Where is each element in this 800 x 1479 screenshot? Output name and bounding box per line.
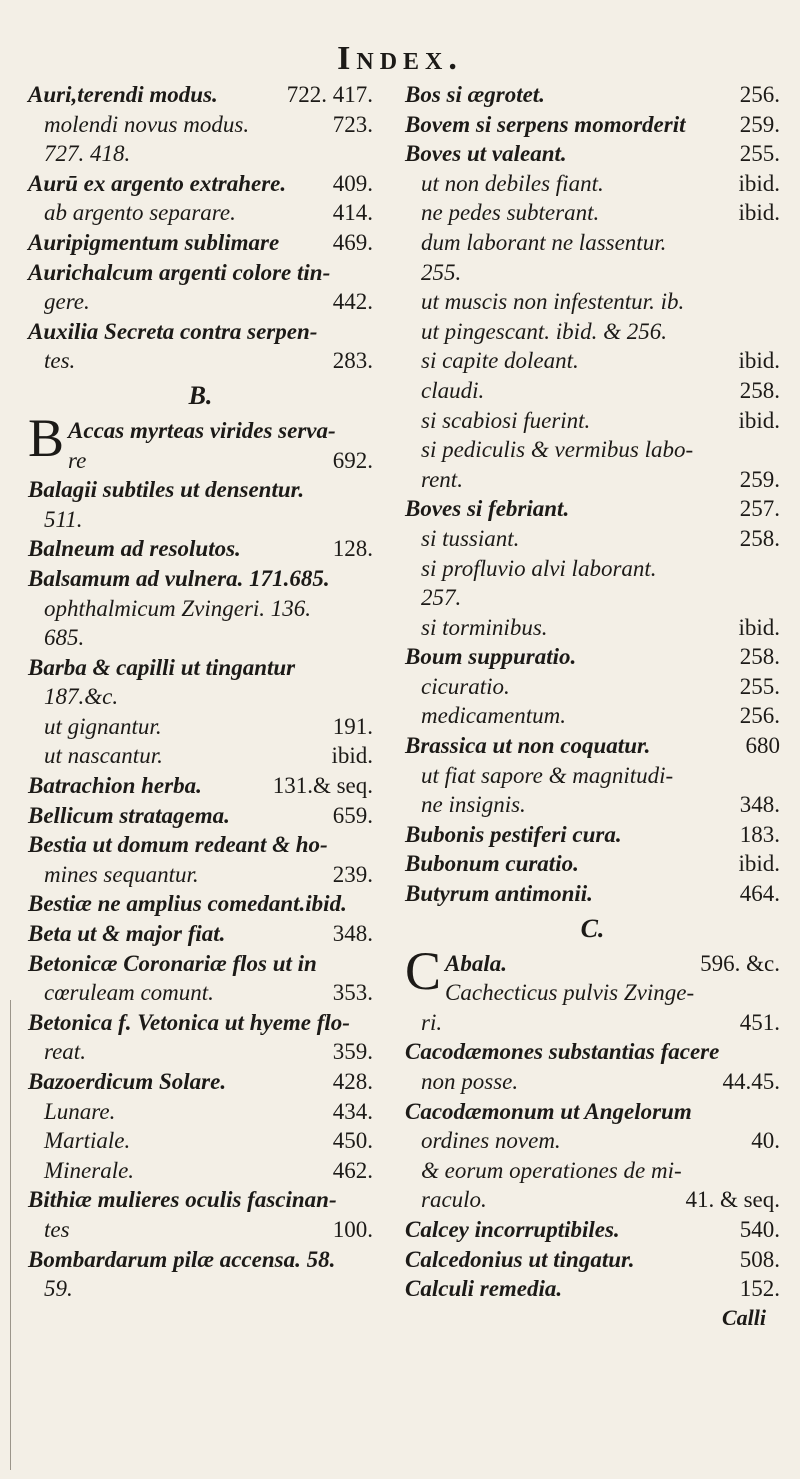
- index-entry: [28, 949, 373, 979]
- index-entry: [405, 406, 780, 436]
- entry-text: si scabiosi fuerint.: [421, 407, 591, 433]
- index-entry: [28, 228, 373, 258]
- page-reference: 258.: [739, 525, 780, 551]
- page-reference: 409.: [332, 170, 373, 196]
- entry-text: ri.: [421, 1009, 443, 1035]
- index-entry: [405, 524, 780, 554]
- index-entry: [405, 287, 780, 317]
- index-entry: [28, 1185, 373, 1215]
- entry-text: ut fiat sapore & magnitudi-: [421, 762, 674, 788]
- entry-text: 59.: [44, 1276, 73, 1302]
- margin-rule: [10, 1000, 11, 1470]
- entry-text: Bithiæ mulieres oculis fascinan-: [28, 1187, 337, 1213]
- entry-text: Bestiæ ne amplius comedant.ibid.: [28, 891, 347, 917]
- entry-text: Barba & capilli ut tingantur: [28, 654, 296, 680]
- entry-text: Accas myrteas virides serva-: [68, 417, 336, 443]
- entry-text: Balsamum ad vulnera. 171.685.: [28, 565, 330, 591]
- index-entry: [405, 228, 780, 258]
- page-reference: 258.: [739, 377, 780, 403]
- index-entry: [28, 80, 373, 110]
- entry-text: Bovem si serpens momorderit: [405, 111, 686, 137]
- entry-text: cœruleam comunt.: [44, 980, 214, 1006]
- entry-text: Bos si ægrotet.: [405, 82, 545, 107]
- entry-text: Butyrum antimonii.: [405, 881, 593, 907]
- index-entry: [28, 505, 373, 535]
- entry-text: ut gignantur.: [44, 713, 162, 739]
- index-entry: [28, 830, 373, 860]
- index-entry: [28, 1156, 373, 1186]
- entry-text: 727. 418.: [44, 141, 131, 167]
- index-entry: [405, 1008, 780, 1038]
- page-reference: 257.: [739, 496, 780, 522]
- index-entry: [405, 978, 780, 1008]
- entry-text: 257.: [421, 585, 462, 611]
- page-reference: 258.: [739, 644, 780, 670]
- index-entry: [28, 594, 373, 624]
- index-entry: [405, 376, 780, 406]
- entry-text: Aurichalcum argenti colore tin-: [28, 259, 331, 285]
- index-entry: [405, 849, 780, 879]
- entry-text: si torminibus.: [421, 614, 548, 640]
- drop-cap: B: [28, 407, 65, 468]
- index-entry: [405, 583, 780, 613]
- entry-text: Abala.: [445, 950, 508, 976]
- entry-text: Bellicum stratagema.: [28, 802, 230, 828]
- entry-text: 187.&c.: [44, 684, 119, 710]
- page-reference: 100.: [332, 1216, 373, 1242]
- entry-text: 511.: [44, 506, 83, 532]
- page-reference: ibid.: [738, 407, 780, 433]
- page-reference: 40.: [751, 1128, 780, 1154]
- page-reference: ibid.: [738, 851, 780, 877]
- entry-text: Boves si febriant.: [405, 496, 570, 522]
- index-entry: [405, 642, 780, 672]
- entry-text: ut nascantur.: [44, 743, 163, 769]
- entry-text: ut non debiles fiant.: [421, 170, 604, 196]
- index-entry: [405, 435, 780, 465]
- entry-text: reat.: [44, 1039, 86, 1065]
- entry-text: si pediculis & vermibus labo-: [421, 437, 694, 463]
- entry-text: Calcey incorruptibiles.: [405, 1216, 620, 1242]
- index-entry: [28, 1274, 373, 1304]
- entry-text: Beta ut & major fiat.: [28, 921, 226, 947]
- index-entry: [28, 771, 373, 801]
- page-reference: 414.: [332, 200, 373, 226]
- index-entry: [405, 465, 780, 495]
- entry-text: ne pedes subterant.: [421, 200, 600, 226]
- index-entry: [28, 978, 373, 1008]
- entry-text: Calcedonius ut tingatur.: [405, 1246, 635, 1272]
- index-entry: [28, 139, 373, 169]
- index-entry: [28, 475, 373, 505]
- entry-text: Boves ut valeant.: [405, 141, 567, 167]
- entry-text: Aurū ex argento extrahere.: [28, 170, 287, 196]
- page-title: Index.: [337, 40, 463, 77]
- entry-text: gere.: [44, 289, 90, 315]
- index-entry: [405, 672, 780, 702]
- page-reference: 450.: [332, 1128, 373, 1154]
- index-entry: [28, 682, 373, 712]
- index-entry: [405, 1156, 780, 1186]
- entry-text: molendi novus modus.: [44, 111, 250, 137]
- index-entry: [28, 712, 373, 742]
- entry-text: Auripigmentum sublimare: [28, 229, 280, 255]
- index-entry: [28, 860, 373, 890]
- page-reference: 259.: [739, 111, 780, 137]
- entry-text: Betonica f. Vetonica ut hyeme flo-: [28, 1009, 350, 1035]
- entry-text: Boum suppuratio.: [405, 644, 577, 670]
- page-reference: 442.: [332, 289, 373, 315]
- entry-text: cicuratio.: [421, 673, 510, 699]
- index-entry: [405, 346, 780, 376]
- page-reference: 596. &c.: [700, 950, 780, 976]
- page-reference: 434.: [332, 1098, 373, 1124]
- entry-text: tes.: [44, 348, 76, 374]
- index-entry: [28, 1067, 373, 1097]
- index-entry: [405, 879, 780, 909]
- index-entry: [405, 701, 780, 731]
- entry-text: Brassica ut non coquatur.: [405, 733, 651, 759]
- page-reference: 131.& seq.: [272, 773, 373, 799]
- page-reference: 722. 417.: [286, 82, 373, 107]
- entry-text: rent.: [421, 466, 463, 492]
- page-reference: 508.: [739, 1246, 780, 1272]
- index-entry: [405, 1097, 780, 1127]
- index-entry: [405, 198, 780, 228]
- entry-text: medicamentum.: [421, 703, 566, 729]
- page-reference: 256.: [739, 82, 780, 107]
- entry-text: re: [68, 447, 87, 473]
- entry-text: si capite doleant.: [421, 348, 579, 374]
- index-entry: [28, 919, 373, 949]
- entry-text: raculo.: [421, 1187, 487, 1213]
- index-entry: [28, 110, 373, 140]
- entry-text: Betonicæ Coronariæ flos ut in: [28, 950, 317, 976]
- page-reference: 659.: [332, 802, 373, 828]
- page-reference: 348.: [332, 921, 373, 947]
- index-entry: [405, 820, 780, 850]
- index-entry: [28, 741, 373, 771]
- entry-text: Auri,terendi modus.: [28, 82, 218, 107]
- index-entry: [28, 534, 373, 564]
- index-entry: [28, 1037, 373, 1067]
- entry-text: Bombardarum pilæ accensa. 58.: [28, 1246, 336, 1272]
- page-reference: 256.: [739, 703, 780, 729]
- index-entry: [405, 613, 780, 643]
- entry-text: Bestia ut domum redeant & ho-: [28, 832, 328, 858]
- index-entry: [405, 317, 780, 347]
- page-reference: ibid.: [738, 170, 780, 196]
- page-reference: 462.: [332, 1157, 373, 1183]
- index-entry: [405, 169, 780, 199]
- index-entry: [28, 258, 373, 288]
- index-entry: [405, 761, 780, 791]
- index-entry: [405, 1126, 780, 1156]
- index-entry: [405, 80, 780, 110]
- index-entry: [405, 1067, 780, 1097]
- page-reference: 359.: [332, 1039, 373, 1065]
- index-entry: [405, 258, 780, 288]
- index-entry: [405, 554, 780, 584]
- page-reference: 723.: [332, 111, 373, 137]
- page-reference: 183.: [739, 821, 780, 847]
- entry-text: ordines novem.: [421, 1128, 561, 1154]
- page-reference: 259.: [739, 466, 780, 492]
- index-entry: [28, 169, 373, 199]
- index-entry: [28, 287, 373, 317]
- index-entry: [28, 653, 373, 683]
- section-letter: B.: [188, 380, 213, 410]
- entry-text: Auxilia Secreta contra serpen-: [28, 318, 318, 344]
- index-entry: [28, 1245, 373, 1275]
- drop-cap: C: [405, 940, 442, 1001]
- index-entry: [405, 790, 780, 820]
- entry-text: ut muscis non infestentur. ib.: [421, 289, 685, 315]
- entry-text: ophthalmicum Zvingeri. 136.: [44, 595, 312, 621]
- index-entry: [28, 346, 373, 376]
- index-entry: [405, 731, 780, 761]
- right-column: [405, 80, 780, 1332]
- index-entry: [28, 889, 373, 919]
- entry-text: Cacodæmonum ut Angelorum: [405, 1098, 692, 1124]
- page-reference: ibid.: [738, 348, 780, 374]
- catchword: Calli: [721, 1304, 766, 1330]
- section-letter: C.: [580, 913, 605, 943]
- entry-text: Calculi remedia.: [405, 1276, 563, 1302]
- page-reference: 348.: [739, 792, 780, 818]
- entry-text: ut pingescant. ibid. & 256.: [421, 318, 667, 344]
- index-entry: [405, 494, 780, 524]
- index-entry: [28, 1215, 373, 1245]
- index-entry: [28, 446, 373, 476]
- index-entry: [28, 198, 373, 228]
- index-entry: [405, 1215, 780, 1245]
- entry-text: Cachecticus pulvis Zvinge-: [445, 980, 695, 1006]
- page-reference: 239.: [332, 861, 373, 887]
- entry-text: Lunare.: [44, 1098, 116, 1124]
- entry-text: Batrachion herba.: [28, 773, 202, 799]
- index-entry: [28, 317, 373, 347]
- entry-text: Minerale.: [44, 1157, 135, 1183]
- index-entry: [28, 1008, 373, 1038]
- page-reference: 128.: [332, 536, 373, 562]
- entry-text: claudi.: [421, 377, 485, 403]
- page-reference: 680: [745, 733, 780, 759]
- index-entry: [28, 801, 373, 831]
- page-reference: 255.: [739, 673, 780, 699]
- entry-text: ne insignis.: [421, 792, 526, 818]
- entry-text: 685.: [44, 625, 85, 651]
- page-reference: 191.: [332, 713, 373, 739]
- page-reference: ibid.: [738, 614, 780, 640]
- entry-text: si tussiant.: [421, 525, 520, 551]
- page-reference: 255.: [739, 141, 780, 167]
- page-reference: 451.: [739, 1009, 780, 1035]
- index-entry: [28, 1097, 373, 1127]
- entry-text: Bubonum curatio.: [405, 851, 579, 877]
- entry-text: mines sequantur.: [44, 861, 199, 887]
- index-entry: [405, 1274, 780, 1304]
- index-entry: [28, 623, 373, 653]
- entry-text: tes: [44, 1216, 70, 1242]
- entry-text: Cacodæmones substantias facere: [405, 1039, 720, 1065]
- page-reference: 44.45.: [722, 1069, 780, 1094]
- left-column: [28, 80, 373, 1304]
- page-reference: 469.: [332, 229, 373, 255]
- index-entry: [405, 1185, 780, 1215]
- index-entry: [28, 1126, 373, 1156]
- page-reference: 540.: [739, 1216, 780, 1242]
- index-entry: [405, 110, 780, 140]
- page-reference: 283.: [332, 348, 373, 374]
- page-reference: 41. & seq.: [685, 1187, 780, 1213]
- entry-text: si profluvio alvi laborant.: [421, 555, 657, 581]
- page-reference: 152.: [739, 1276, 780, 1302]
- entry-text: ab argento separare.: [44, 200, 236, 226]
- page-reference: ibid.: [738, 200, 780, 226]
- index-entry: [405, 1245, 780, 1275]
- entry-text: Balneum ad resolutos.: [28, 536, 241, 562]
- index-entry: [405, 139, 780, 169]
- entry-text: dum laborant ne lassentur.: [421, 229, 667, 255]
- page-reference: 353.: [332, 980, 373, 1006]
- index-entry: [405, 1037, 780, 1067]
- entry-text: Bubonis pestiferi cura.: [405, 821, 622, 847]
- entry-text: Martiale.: [44, 1128, 131, 1154]
- entry-text: & eorum operationes de mi-: [421, 1157, 682, 1183]
- page-reference: 428.: [332, 1069, 373, 1094]
- page-reference: 464.: [739, 881, 780, 907]
- entry-text: non posse.: [421, 1069, 519, 1094]
- entry-text: Bazoerdicum Solare.: [28, 1069, 227, 1094]
- page-reference: 692.: [332, 447, 373, 473]
- entry-text: Balagii subtiles ut densentur.: [28, 477, 305, 503]
- page-reference: ibid.: [331, 743, 373, 769]
- entry-text: 255.: [421, 259, 462, 285]
- index-entry: [28, 564, 373, 594]
